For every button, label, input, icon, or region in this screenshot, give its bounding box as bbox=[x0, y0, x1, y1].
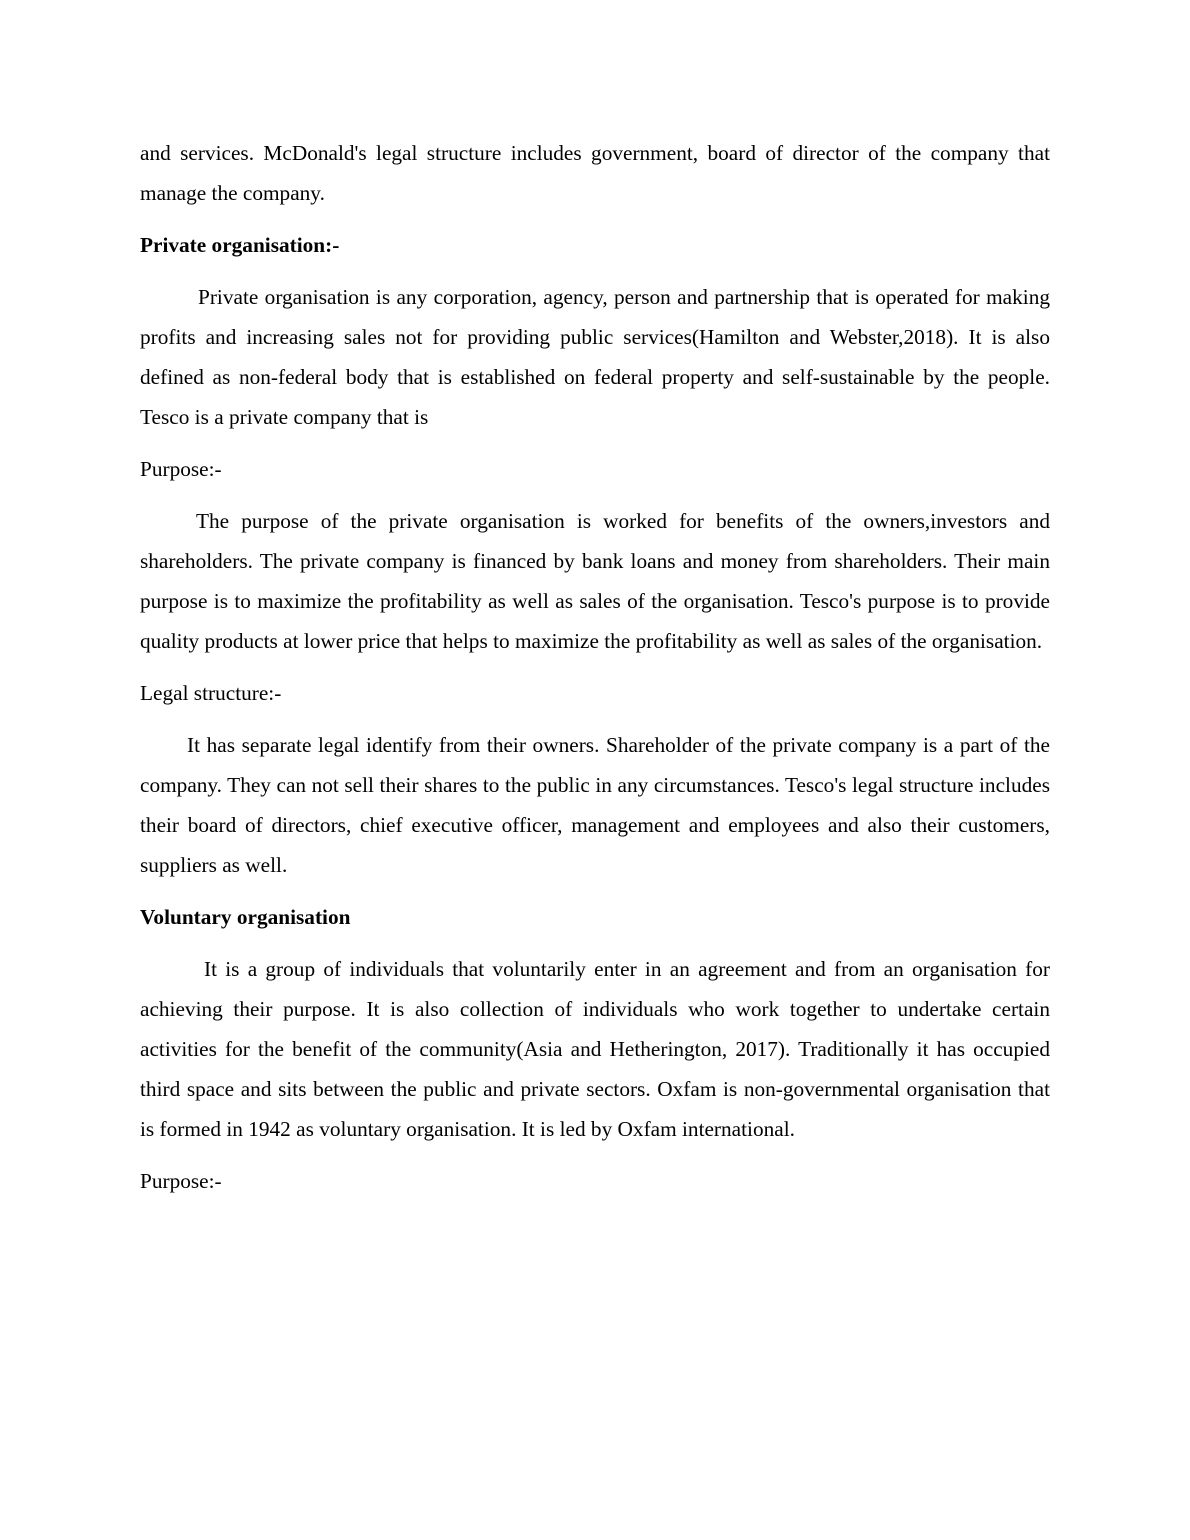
private-organisation-paragraph: Private organisation is any corporation, agency, person and partnership that is operated for making profits and increasing sales not for providing public services(Hamilton and Webster,2018). It is also defined as non-federal body that is established on federal property and self-sustainable by the people. Tesco is a private company that is bbox=[140, 284, 1050, 430]
private-purpose-heading: Purpose:- bbox=[140, 456, 222, 481]
private-organisation-heading: Private organisation:- bbox=[140, 232, 340, 257]
legal-structure-paragraph: It has separate legal identify from their owners. Shareholder of the private company is a part of the company. They can not sell their shares to the public in any circumstances. Tesco's legal structure includes their board of directors, chief executive officer, management and employees and also their customers, suppliers as well. bbox=[140, 732, 1050, 878]
private-purpose-paragraph: The purpose of the private organisation is worked for benefits of the owners,investors and shareholders. The private company is financed by bank loans and money from shareholders. Their main purpose is to maximize the profitability as well as sales of the organisation. Tesco's purpose is to provide quality products at lower price that helps to maximize the profitability as well as sales of the organisation. bbox=[140, 508, 1050, 654]
continued-paragraph: and services. McDonald's legal structure includes government, board of director of the company that manage the company. bbox=[140, 141, 1050, 206]
document-page bbox=[140, 133, 1050, 1213]
voluntary-organisation-heading: Voluntary organisation bbox=[140, 904, 351, 929]
voluntary-organisation-paragraph: It is a group of individuals that voluntarily enter in an agreement and from an organisation for achieving their purpose. It is also collection of individuals who work together to undertake certain activities for the benefit of the community(Asia and Hetherington, 2017). Traditionally it has occupied third space and sits between the public and private sectors. Oxfam is non-governmental organisation that is formed in 1942 as voluntary organisation. It is led by Oxfam international. bbox=[140, 956, 1050, 1142]
voluntary-purpose-heading: Purpose:- bbox=[140, 1169, 222, 1194]
legal-structure-heading: Legal structure:- bbox=[140, 680, 282, 705]
